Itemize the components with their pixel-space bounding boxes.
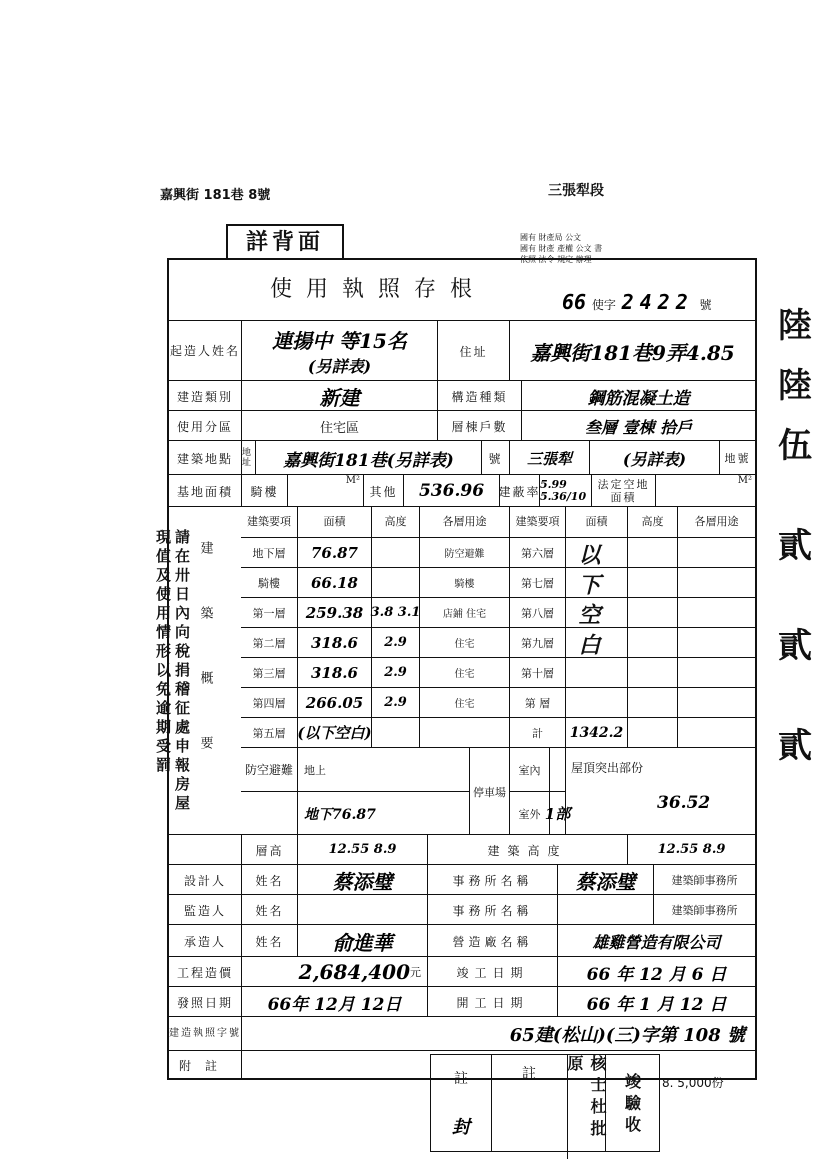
official-stamp: 國有 財產局 公文 國有 財產 產權 公文 書 依照 法令 規定 辦理 [520,233,603,264]
side-note-char: 稅 [174,642,190,660]
designer-name-label: 姓名 [241,865,297,895]
designer-office-label: 事務所名稱 [427,865,557,895]
side-note-char: 卅 [174,566,190,584]
designer-office: 蔡添璧 [557,865,653,895]
complete-label: 竣工日期 [427,957,557,987]
column-header: 建築要項 [509,507,565,537]
complete-value: 66 年 12 月 6 日 [557,957,755,987]
supervisor-label: 監造人 [183,903,226,918]
floor-use-upper [677,657,755,687]
designer-office-suffix: 建築師事務所 [653,865,755,895]
site-road-value: 嘉興街181巷(另詳表) [255,441,481,475]
floor-area: 318.6 [297,627,371,657]
cost-label: 工程造價 [176,965,233,980]
site-lot-value: (另詳表) [589,441,719,475]
floor-height-upper [627,537,677,567]
shelter-below: 地下76.87 [297,791,469,835]
side-note-char: 征 [174,699,190,717]
document-reference: 嘉興街 181巷 8號 [160,188,271,203]
supervisor-name-label: 姓名 [241,895,297,925]
side-note-char: 報 [174,756,190,774]
blank-annotation: 以下空白 [575,543,601,663]
issue-label: 發照日期 [176,995,233,1010]
supervisor-row [169,894,755,925]
height-row [169,834,755,865]
floor-use-upper [677,597,755,627]
side-note-char: 向 [174,623,190,641]
designer-label: 設計人 [183,873,226,888]
start-value: 66 年 1 月 12 日 [557,987,755,1017]
floor-height-upper [627,717,677,747]
column-header: 面積 [565,507,627,537]
form-title: 使用執照存根 [270,277,487,302]
margin-char: 伍 [778,426,812,466]
side-note-char: 處 [174,718,190,736]
parking-out-value: 1部 [549,791,565,835]
supervisor-office-label: 事務所名稱 [427,895,557,925]
arcade-label: 騎樓 [241,475,287,507]
legal-open-label: 法定空地面積 [591,475,655,507]
floor-name: 第四層 [241,687,297,717]
site-no-label: 號 [481,441,509,475]
floor-area-upper [565,687,627,717]
floors-value: 叁層 壹棟 拾戶 [521,411,755,441]
floor-height: 3.8 3.1 [371,597,419,627]
side-note-char: 屋 [174,794,190,812]
contractor-office: 雄雞營造有限公司 [557,925,755,957]
floor-area: 266.05 [297,687,371,717]
margin-char: 貳 [778,526,812,566]
floor-name: 第二層 [241,627,297,657]
permit-form [167,258,757,1080]
building-height-value: 12.55 8.9 [627,835,755,865]
floor-height [371,567,419,597]
side-note-char: 內 [174,604,190,622]
shelter-above: 地上 [297,747,469,791]
license-value: 65建(松山)(三)字第 108 號 [241,1017,755,1051]
base-area-row [169,474,755,507]
floor-height-upper [627,687,677,717]
side-note-char: 及 [155,566,171,584]
floor-area: (以下空白) [297,717,371,747]
cost-row [169,956,755,987]
zone-row [169,410,755,441]
approval-col3: 核 士 杜 批 原 [567,1055,606,1151]
side-note-char: 捐 [174,661,190,679]
margin-char: 陸 [778,366,812,406]
column-header: 建築要項 [247,515,291,528]
floor-name: 第五層 [241,717,297,747]
floor-name: 第三層 [241,657,297,687]
side-note-char: 受 [155,737,171,755]
floor-height-upper [627,597,677,627]
side-note-char: 在 [174,547,190,565]
column-header: 高度 [627,507,677,537]
side-note-char: 期 [155,718,171,736]
designer-name: 蔡添璧 [297,865,427,895]
margin-char: 陸 [778,306,812,346]
side-note-char: 以 [155,661,171,679]
base-area-label: 基地面積 [176,484,233,499]
parking-in-label: 室內 [509,747,549,791]
floor-height-upper [627,627,677,657]
address-label: 住址 [437,321,509,381]
floor-height: 2.9 [371,657,419,687]
approval-box [430,1054,660,1152]
other-label: 其他 [363,475,403,507]
designer-row [169,864,755,895]
site-lot-label: 地號 [719,441,755,475]
floor-height: 2.9 [371,627,419,657]
margin-char: 貳 [778,626,812,666]
issue-row [169,986,755,1017]
floor-use-upper [677,567,755,597]
floor-name-upper: 第十層 [509,657,565,687]
side-note-char: 房 [174,775,190,793]
side-note-char: 免 [155,680,171,698]
floor-height-upper [627,657,677,687]
floor-area: 66.18 [297,567,371,597]
site-section-value: 三張犁 [509,441,589,475]
floor-area: 259.38 [297,597,371,627]
arcade-unit: M² [287,475,363,507]
contractor-name: 俞進華 [297,925,427,957]
contractor-name-label: 姓名 [241,925,297,957]
issue-value: 66年 12月 12日 [241,987,427,1017]
side-note-char: 現 [155,528,171,546]
floor-area: 318.6 [297,657,371,687]
use-zone-label: 使用分區 [176,419,233,434]
floor-name-upper: 第九層 [509,627,565,657]
side-note-char: 使 [155,585,171,603]
parking-in-value [549,747,565,791]
side-note-char: 逾 [155,699,171,717]
floor-use: 店鋪 住宅 [419,597,509,627]
side-note-char: 稽 [174,680,190,698]
side-note-char: 情 [155,623,171,641]
building-type-label: 建造類別 [176,389,233,404]
supervisor-name [297,895,427,925]
floor-use: 住宅 [419,627,509,657]
floor-use [419,717,509,747]
layer-height-value: 12.55 8.9 [297,835,427,865]
contractor-label: 承造人 [183,934,226,949]
floor-name-upper: 第七層 [509,567,565,597]
approval-seal: 封 [452,1116,470,1138]
shelter-label: 防空避難 [241,747,297,791]
side-note-char: 值 [155,547,171,565]
floor-use: 住宅 [419,657,509,687]
column-header: 各層用途 [677,507,755,537]
floor-table [241,507,755,835]
site-road-label: 地址 [241,441,255,475]
owner-value: 連揚中 等15名 (另詳表) [241,321,437,381]
coverage-value: 5.99 5.36/10 [539,475,591,507]
layer-height-label: 層高 [241,835,297,865]
other-value: 536.96 [403,475,499,507]
side-note-char: 請 [174,528,190,546]
floor-use-upper [677,627,755,657]
floors-label: 層棟戶數 [437,411,521,441]
height-row-spacer [169,835,241,865]
floor-use: 防空避難 [419,537,509,567]
side-note-char: 罰 [155,756,171,774]
build-group-label: 建築概要 [197,541,213,801]
parking-label: 停車場 [469,747,509,835]
floor-use-upper [677,537,755,567]
permit-number: 66 使字 2422 號 [562,290,712,314]
coverage-label: 建蔽率 [499,475,539,507]
floor-name-upper: 第 層 [509,687,565,717]
side-note-char: 申 [174,737,190,755]
building-height-label: 建築高度 [427,835,627,865]
approval-col4: 竣 驗 收 [622,1073,642,1133]
use-zone-value: 住宅區 [241,411,437,441]
type-row [169,380,755,411]
shelter-label-2 [241,791,297,835]
cost-value: 2,684,400 元 [241,957,427,987]
site-row [169,440,755,475]
remark-label: 附註 [178,1058,231,1073]
side-note-char: 日 [174,585,190,603]
roof-label: 屋頂突出部份 [571,761,644,775]
site-label: 建築地點 [176,451,233,466]
column-header: 面積 [297,507,371,537]
floor-name-upper: 計 [509,717,565,747]
floor-name: 騎樓 [241,567,297,597]
license-row [169,1016,755,1051]
building-summary [169,506,755,835]
floor-use: 住宅 [419,687,509,717]
floor-use: 騎樓 [419,567,509,597]
floor-height [371,717,419,747]
floor-height: 2.9 [371,687,419,717]
owner-label: 起造人姓名 [169,344,240,358]
contractor-row [169,924,755,957]
floor-name-upper: 第六層 [509,537,565,567]
see-reverse-stamp: 詳背面 [226,224,344,260]
floor-area-upper: 1342.2 [565,717,627,747]
side-note-char: 用 [155,604,171,622]
floor-use-upper [677,717,755,747]
parking-out-label: 室外 [509,791,549,835]
floor-name: 第一層 [241,597,297,627]
floor-height [371,537,419,567]
supervisor-office [557,895,653,925]
structure-label: 構造種類 [437,381,521,411]
owner-row [169,320,755,381]
section-reference: 三張犁段 [548,183,604,199]
side-note-char: 形 [155,642,171,660]
approval-col2: 註 [491,1055,568,1159]
column-header: 各層用途 [419,507,509,537]
building-type-value: 新建 [241,381,437,411]
column-header: 高度 [371,507,419,537]
floor-name: 地下層 [241,537,297,567]
floor-area: 76.87 [297,537,371,567]
license-label: 建造執照字號 [169,1028,241,1039]
approval-col1: 註 [454,1070,468,1087]
structure-value: 鋼筋混凝土造 [521,381,755,411]
roof-value: 36.52 [657,793,711,813]
floor-name-upper: 第八層 [509,597,565,627]
margin-char: 貳 [778,726,812,766]
start-label: 開工日期 [427,987,557,1017]
supervisor-office-suffix: 建築師事務所 [653,895,755,925]
address-value: 嘉興街181巷9弄4.85 [509,321,755,381]
floor-use-upper [677,687,755,717]
floor-height-upper [627,567,677,597]
contractor-office-label: 營造廠名稱 [427,925,557,957]
right-margin-characters [760,296,830,816]
legal-open-unit: M² [655,475,755,507]
print-count-note: 8. 5,000份 [662,1076,724,1090]
